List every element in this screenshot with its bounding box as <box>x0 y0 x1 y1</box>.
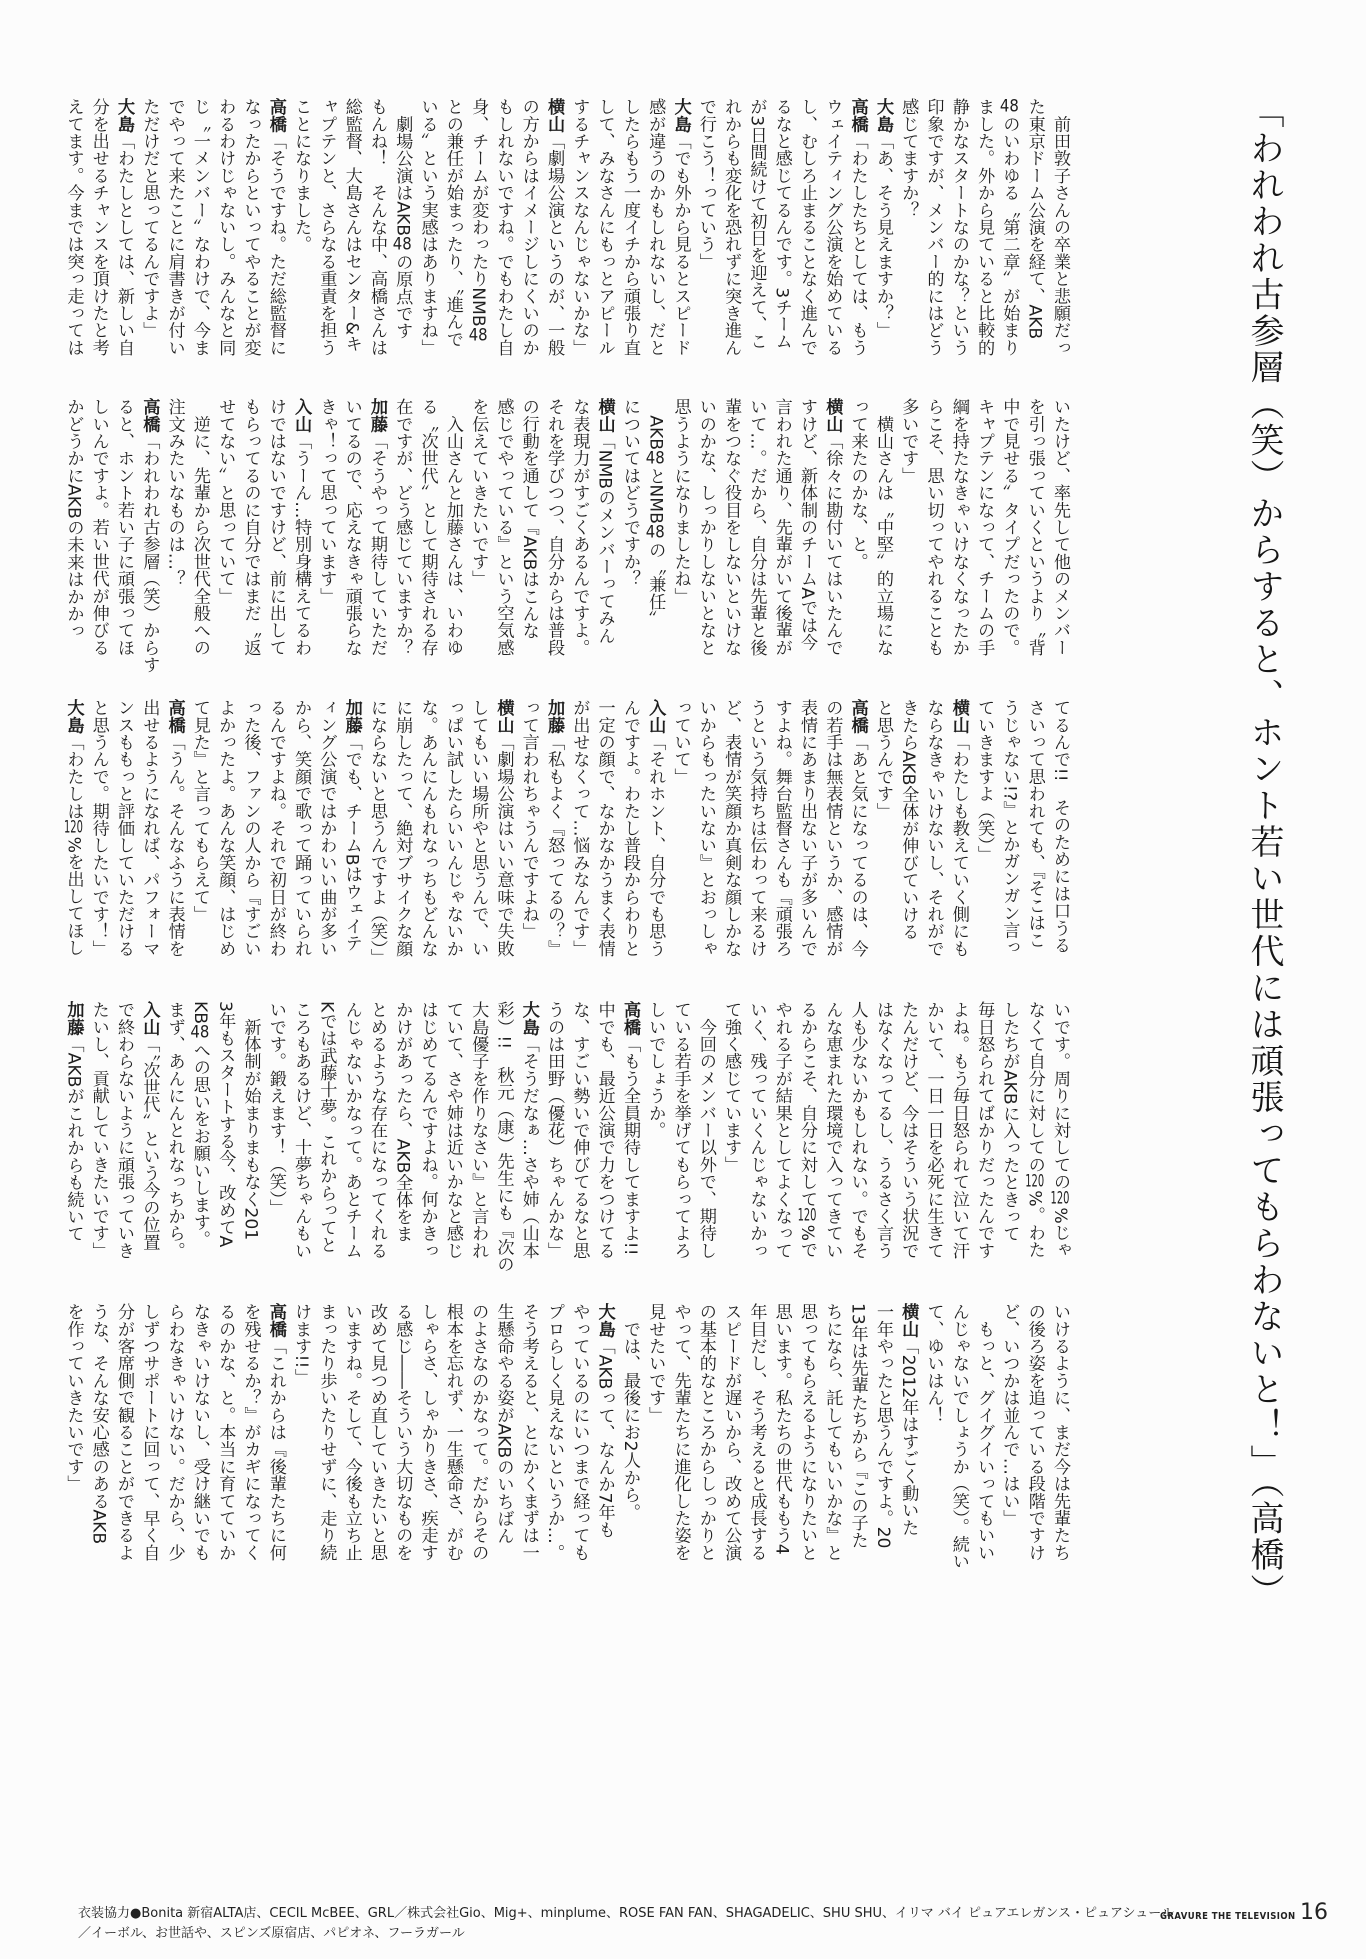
text-column: 横山「NMBのメンバーってみん <box>594 398 615 644</box>
speaker-name: 横山 <box>493 699 514 734</box>
text-column: 高橋「うん。そんなふうに表情を <box>164 699 185 958</box>
speaker-name: 加藤 <box>341 699 362 734</box>
text-column: の後ろ姿を追っている段階ですけ <box>1024 1303 1045 1561</box>
text-column: いからもったいない』とおっしゃ <box>695 699 716 957</box>
text-column: うのは田野（優花）ちゃんかな」 <box>544 1001 565 1259</box>
speaker-name: 横山 <box>948 699 969 734</box>
speaker-name: 高橋 <box>847 98 868 133</box>
text-column: るなと感じてるんです。3チーム <box>771 98 792 350</box>
text-column: 今回のメンバー以外で、期待し <box>695 1001 716 1259</box>
text-column: ただけだと思ってるんですよ」 <box>139 98 160 339</box>
text-column: 加藤「そうやって期待していただ <box>366 398 387 657</box>
text-column: いますね。そして、今後も立ち止 <box>341 1303 362 1561</box>
text-column: キャプテンになって、チームの手 <box>974 398 995 656</box>
speaker-name: 大島 <box>594 1303 615 1338</box>
text-column: でやって来たことに肩書きが付い <box>164 98 185 356</box>
text-column: 出せるようになれば、パフォーマ <box>139 699 160 957</box>
speaker-name: 高橋 <box>265 1303 286 1338</box>
text-column: はじめてるんですよね。何かきっ <box>417 1001 438 1259</box>
text-column: た東京ドーム公演を経て、AKB <box>1024 98 1045 340</box>
text-column: 加藤「AKBがこれからも続いて <box>63 1001 84 1243</box>
text-column: 生懸命やる姿がAKBのいちばん <box>493 1303 514 1545</box>
text-column: ウェイティング公演を始めている <box>822 98 843 356</box>
speaker-name: 大島 <box>518 1001 539 1036</box>
text-column: な、すごい勢いで伸びてるなと思 <box>569 1001 590 1259</box>
text-column: 高橋「もう全員期待してますよ!! <box>619 1001 640 1256</box>
text-column: 身、チームが変わったりNMB48 <box>468 98 489 344</box>
text-column: まったり歩いたりせずに、走り続 <box>316 1303 337 1561</box>
text-column: そう考えると、とにかくまずは一 <box>518 1303 539 1561</box>
article-tier-1 <box>58 98 1072 370</box>
text-column: 感が違うのかもしれないし、だと <box>645 98 666 356</box>
text-column: ている若手を挙げてもらってよろ <box>670 1001 691 1259</box>
text-column: の行動を通して『AKBはこんな <box>518 398 539 640</box>
text-column: 年目だし、そう考えると成長する <box>746 1303 767 1561</box>
text-column: し、むしろ止まることなく進んで <box>797 98 818 356</box>
text-column: KB48への思いをお願いします。 <box>189 1001 210 1248</box>
text-column: いる〟という実感はありますね」 <box>417 98 438 356</box>
text-column: ど、いつかは並んで…はい」 <box>999 1303 1020 1527</box>
text-column: 高橋「わたしたちとしては、もう <box>847 98 868 357</box>
text-column: 思ってもらえるようになりたいと <box>797 1303 818 1561</box>
text-column: 印象ですが、メンバー的にはどう <box>923 98 944 356</box>
text-column: 13年は先輩たちから『この子た <box>847 1303 868 1549</box>
text-column: る感じ――そういう大切なものを <box>392 1303 413 1561</box>
text-column: 注文みたいなものは…？ <box>164 398 185 588</box>
text-column: やって、先輩たちに進化した姿を <box>670 1303 691 1561</box>
text-column: んじゃないかなって。あとチーム <box>341 1001 362 1259</box>
text-column: 入山「うーん…特別身構えてるわ <box>291 398 312 656</box>
text-column: 感じてますか？ <box>898 98 919 219</box>
text-column: いです。鍛えます！（笑）」 <box>265 1001 286 1216</box>
text-column: 大島「わたしとしては、新しい自 <box>114 98 135 357</box>
text-column: いく、残っていくんじゃないかっ <box>746 1001 767 1259</box>
text-column: するチャンスなんじゃないかな」 <box>569 98 590 356</box>
text-column: らわなきゃいけない。だから、少 <box>164 1303 185 1561</box>
text-column: たんだけど、今はそういう状況で <box>898 1001 919 1259</box>
text-column: 高橋「これからは『後輩たちに何 <box>265 1303 286 1562</box>
speaker-name: 高橋 <box>164 699 185 734</box>
text-column: 入山「それホント、自分でも思う <box>645 699 666 958</box>
text-column: もっと、グイグイいってもいい <box>974 1303 995 1561</box>
text-column: て強く感じています」 <box>721 1001 742 1173</box>
speaker-name: 高橋 <box>139 398 160 433</box>
text-column: が出せなくって…悩みなんです」 <box>569 699 590 957</box>
text-column: しいでしょうか。 <box>645 1001 666 1139</box>
text-column: やれる子が結果としてよくなって <box>771 1001 792 1259</box>
text-column: 横山「わたしも教えていく側にも <box>948 699 969 958</box>
text-column: して、みなさんにもっとアピール <box>594 98 615 356</box>
text-column: もらってるのに自分ではまだ〝返 <box>240 398 261 656</box>
text-column: かどうかにAKBの未来はかかっ <box>63 398 84 640</box>
text-column: 中でも、最近公演で力をつけてる <box>594 1001 615 1259</box>
text-column: 前田敦子さんの卒業と悲願だっ <box>1050 98 1070 356</box>
text-column: 劇場公演はAKB48の原点です <box>392 98 413 340</box>
text-column: 新体制が始まりまもなく201 <box>240 1001 261 1241</box>
text-column: では、最後にお2人から。 <box>619 1303 640 1521</box>
speaker-name: 加藤 <box>366 398 387 433</box>
text-column: 一定の顔で、なかなかうまく表情 <box>594 699 615 957</box>
magazine-name: GRAVURE THE TELEVISION <box>1160 1911 1296 1922</box>
text-column: 表情にあまり出ない子が多いんで <box>797 699 818 957</box>
text-column: ィング公演ではかわいい曲が多い <box>316 699 337 957</box>
text-column: って来たのかな、と。 <box>847 398 868 570</box>
text-column: が3日間続けて初日を迎えて、こ <box>746 98 767 350</box>
text-column: にならないと思うんですよ（笑）」 <box>366 699 387 966</box>
text-column: から、笑顔で歌って踊っていられ <box>291 699 312 957</box>
text-column: 分が客席側で観ることができるよ <box>114 1303 135 1561</box>
text-column: とめるような存在になってくれる <box>366 1001 387 1259</box>
text-column: 高橋「そうですね。ただ総監督に <box>265 98 286 357</box>
text-column: 改めて見つめ直していきたいと思 <box>366 1303 387 1561</box>
text-column: を伝えていきたいです」 <box>468 398 489 588</box>
text-column: ていきますよ（笑）」 <box>974 699 995 863</box>
text-column: と思うんです」 <box>872 699 893 820</box>
text-column: わるわけじゃないし。みんなと同 <box>215 98 236 356</box>
speaker-name: 横山 <box>544 98 565 133</box>
speaker-name: 入山 <box>645 699 666 734</box>
text-column: 加藤「でも、チームBはウェイテ <box>341 699 362 952</box>
article-tier-2 <box>58 398 1072 674</box>
text-column: 高橋「あと気になってるのは、今 <box>847 699 868 958</box>
text-column: れからも変化を恐れずに突き進ん <box>721 98 742 356</box>
text-column: よかったよ。あんな笑顔、はじめ <box>215 699 236 957</box>
speaker-name: 高橋 <box>619 1001 640 1036</box>
text-column: な。あんにんもれなっちもどんな <box>417 699 438 957</box>
text-column: 横山「2012年はすごく動いた <box>898 1303 919 1536</box>
text-column: 高橋「われわれ古参層（笑）からす <box>139 398 160 674</box>
text-column: ていて、さや姉は近いかなと感じ <box>442 1001 463 1259</box>
text-column: かけがあったら、AKB全体をま <box>392 1001 413 1243</box>
text-column: しゃらさ、しゃかりきさ、疾走す <box>417 1303 438 1561</box>
pull-quote-headline: 「われわれ古参層（笑）からすると、ホント若い世代には頑張ってもらわないと！」（高橋） <box>1244 94 1284 1610</box>
text-column: 根本を忘れず、一生懸命さ、がむ <box>442 1303 463 1561</box>
speaker-name: 横山 <box>898 1303 919 1338</box>
text-column: スピードが遅いから、改めて公演 <box>721 1303 742 1561</box>
text-column: いて…。だから、自分は先輩と後 <box>746 398 767 656</box>
text-column: についてはどうですか？ <box>619 398 640 588</box>
text-column: 大島「あ、そう見えますか？」 <box>872 98 893 339</box>
text-column: 入山「〝次世代〟という今の位置 <box>139 1001 160 1251</box>
text-column: けます!!」 <box>291 1303 312 1386</box>
text-column: しいんですよ。若い世代が伸びる <box>88 398 109 656</box>
text-column: 言われた通り、先輩がいて後輩が <box>771 398 792 656</box>
text-column: きたらAKB全体が伸びていける <box>898 699 919 941</box>
text-column: の方からはイメージしにくいのか <box>518 98 539 356</box>
text-column: まず、あんにんとれなっちから。 <box>164 1001 185 1259</box>
speaker-name: 加藤 <box>63 1001 84 1036</box>
text-column: てるんで!! そのためには口うる <box>1050 699 1070 954</box>
text-column: と思うんで。期待したいです！」 <box>88 699 109 957</box>
speaker-name: 加藤 <box>544 699 565 734</box>
text-column: もしれないですね。でもわたし自 <box>493 98 514 356</box>
text-column: いたけど、率先して他のメンバー <box>1050 398 1070 656</box>
text-column: たいし、貢献していきたいです」 <box>88 1001 109 1259</box>
text-column: で終わらないように頑張っていき <box>114 1001 135 1259</box>
text-column: 輩をつなぐ役目をしないといけな <box>721 398 742 656</box>
text-column: すけど、新体制のチームAでは今 <box>797 398 818 651</box>
text-column: やっているのにいつまで経っても <box>569 1303 590 1561</box>
text-column: 加藤「私もよく『怒ってるの？』 <box>544 699 565 958</box>
text-column: 大島「そうだなぁ…さや姉（山本 <box>518 1001 539 1259</box>
text-column: けではないですけど、前に出して <box>265 398 286 656</box>
text-column: 思うようになりましたね」 <box>670 398 691 605</box>
speaker-name: 横山 <box>594 398 615 433</box>
text-column: 逆に、先輩から次世代全般への <box>189 398 210 656</box>
text-column: らこそ、思い切ってやれることも <box>923 398 944 656</box>
text-column: を残せるか？』がカギになってく <box>240 1303 261 1561</box>
costume-credit-line-2: ／イーボル、お世話や、スピンズ原宿店、パピオネ、フーラガール <box>78 1926 465 1941</box>
text-column: 横山「劇場公演というのが、一般 <box>544 98 565 357</box>
article-tier-3 <box>58 699 1072 971</box>
speaker-name: 入山 <box>139 1001 160 1036</box>
text-column: ると、ホント若い子に頑張ってほ <box>114 398 135 656</box>
speaker-name: 大島 <box>872 98 893 133</box>
text-column: との兼任が始まったり、〝進んで <box>442 98 463 348</box>
text-column: せてない〟と思っていて」 <box>215 398 236 605</box>
text-column: るんですよね。それで初日が終わ <box>265 699 286 957</box>
text-column: ならなきゃいけないし、それがで <box>923 699 944 957</box>
text-column: 一年やったと思うんですよ。20 <box>872 1303 893 1549</box>
text-column: て見た』と言ってもらえて」 <box>189 699 210 923</box>
text-column: いのかな、しっかりしないとなと <box>695 398 716 656</box>
speaker-name: 大島 <box>114 98 135 133</box>
text-column: はなくなってるし、うるさく言う <box>872 1001 893 1259</box>
text-column: を引っ張っていくというより〝背 <box>1024 398 1045 656</box>
text-column: 多いです」 <box>898 398 919 484</box>
text-column: よね。もう毎日怒られて泣いて汗 <box>948 1001 969 1259</box>
text-column: 3年もスタートする今、改めてA <box>215 1001 236 1248</box>
text-column: な表現力がすごくあるんですよ。 <box>569 398 590 656</box>
text-column: を作っていきたいです」 <box>63 1303 84 1493</box>
speaker-name: 高橋 <box>265 98 286 133</box>
text-column: プロらしく見えないというか…。 <box>544 1303 565 1561</box>
text-column: なきゃいけないし、受け継いでも <box>189 1303 210 1561</box>
text-column: 横山「劇場公演はいい意味で失敗 <box>493 699 514 958</box>
text-column: 毎日怒られてばかりだったんです <box>974 1001 995 1259</box>
text-column: んじゃないでしょうか（笑）。続い <box>948 1303 969 1570</box>
text-column: したちがAKBに入ったときって <box>999 1001 1020 1243</box>
text-column: る〝次世代〟として期待される存 <box>417 398 438 656</box>
article-tier-4 <box>58 1001 1072 1273</box>
article-tier-5 <box>58 1303 1072 1575</box>
speaker-name: 大島 <box>63 699 84 734</box>
text-column: 横山「徐々に勘付いてはいたんで <box>822 398 843 657</box>
text-column: んですよ。わたし普段からわりと <box>619 699 640 957</box>
text-column: えてます。今までは突っ走っては <box>63 98 84 356</box>
text-column: すよね。舞台監督さんも『頑張ろ <box>771 699 792 957</box>
text-column: 48のいわゆる〝第二章〟が始まり <box>999 98 1020 357</box>
text-column: うな、そんな安心感のあるAKB <box>88 1303 109 1545</box>
text-column: それを学びつつ、自分からは普段 <box>544 398 565 656</box>
text-column: るからこそ、自分に対して120%で <box>797 1001 818 1259</box>
text-column: の若手は無表情というか、感情が <box>822 699 843 957</box>
text-column: った後、ファンの人から『すごい <box>240 699 261 957</box>
text-column: 分を出せるチャンスを頂けたと考 <box>88 98 109 356</box>
text-column: ンスももっと評価していただける <box>114 699 135 957</box>
text-column: 見せたいです」 <box>645 1303 666 1424</box>
text-column: 綱を持たなきゃいけなくなったか <box>948 398 969 656</box>
speaker-name: 入山 <box>291 398 312 433</box>
text-column: AKB48とNMB48の〝兼任〟 <box>645 398 666 628</box>
text-column: Kでは武藤十夢。これからってと <box>316 1001 337 1254</box>
text-column: っていて」 <box>670 699 691 785</box>
text-column: 彩）!! 秋元（康）先生にも『次の <box>493 1001 514 1273</box>
text-column: 大島「わたしは120%を出してほし <box>63 699 84 957</box>
text-column: ャプテンと、さらなる重責を担う <box>316 98 337 356</box>
text-column: 人も少ないかもしれない。でもそ <box>847 1001 868 1259</box>
text-column: 静かなスタートなのかな？という <box>948 98 969 356</box>
text-column: 在ですが、どう感じていますか？ <box>392 398 413 656</box>
text-column: のよさなのかなって。だからその <box>468 1303 489 1561</box>
text-column: したらもう一度イチから頑張り直 <box>619 98 640 356</box>
text-column: なくて自分に対しての120%。わた <box>1024 1001 1045 1259</box>
text-column: に崩したって、絶対ブサイクな顔 <box>392 699 413 957</box>
speaker-name: 高橋 <box>847 699 868 734</box>
text-column: 横山さんは〝中堅〟的立場にな <box>872 398 893 656</box>
text-column: なったからといってやることが変 <box>240 98 261 356</box>
text-column: 中で見せる〟タイプだったので。 <box>999 398 1020 656</box>
text-column: うじゃない!?』とかガンガン言っ <box>999 699 1020 956</box>
text-column: るのかな、と。本当に育てていか <box>215 1303 236 1561</box>
text-column: 大島「でも外から見るとスピード <box>670 98 691 357</box>
text-column: 大島優子を作りなさい』と言われ <box>468 1001 489 1259</box>
text-column: っぱい試したらいいんじゃないか <box>442 699 463 957</box>
text-column: かいて、一日一日を必死に生きて <box>923 1001 944 1259</box>
text-column: いてるので、応えなきゃ頑張らな <box>341 398 362 656</box>
text-column: んな恵まれた環境で入ってきてい <box>822 1001 843 1259</box>
text-column: じ〝一メンバー〟なわけで、今ま <box>189 98 210 356</box>
text-column: って言われちゃうんですよね」 <box>518 699 539 940</box>
text-column: うという気持ちは伝わって来るけ <box>746 699 767 957</box>
text-column: しずつサポートに回って、早く自 <box>139 1303 160 1561</box>
text-column: 思います。私たちの世代ももう4 <box>771 1303 792 1555</box>
text-column: してもいい場所やと思うんで、い <box>468 699 489 957</box>
text-column: ど、表情が笑顔か真剣な顔しかな <box>721 699 742 957</box>
text-column: 大島「AKBって、なんか7年も <box>594 1303 615 1538</box>
text-column: ころもあるけど、十夢ちゃんもい <box>291 1001 312 1259</box>
text-column: 感じでやっている』という空気感 <box>493 398 514 656</box>
text-column: ことになりました。 <box>291 98 312 253</box>
text-column: きゃ！って思っています」 <box>316 398 337 605</box>
text-column: 総監督、大島さんはセンター&キ <box>341 98 362 353</box>
text-column: の基本的なところからしっかりと <box>695 1303 716 1561</box>
speaker-name: 横山 <box>822 398 843 433</box>
text-column: で行こう！っていう」 <box>695 98 716 270</box>
text-column: ちになら、託してもいいかな』と <box>822 1303 843 1561</box>
costume-credit-line-1: 衣装協力●Bonita 新宿ALTA店、CECIL McBEE、GRL／株式会社Gio、Mig+、minplume、ROSE FAN FAN、SHAGADELIC、SHU SHU、イリマ バイ ピュアエレガンス・ピュアシュール <box>78 1906 1174 1921</box>
speaker-name: 大島 <box>670 98 691 133</box>
text-column: いです。周りに対しての120%じゃ <box>1050 1001 1070 1259</box>
text-column: て、ゆいはん！ <box>923 1303 944 1424</box>
page-number: 16 <box>1300 1900 1328 1925</box>
text-column: 入山さんと加藤さんは、いわゆ <box>442 398 463 656</box>
text-column: もんね！ そんな中、高橋さんは <box>366 98 387 356</box>
text-column: いけるように、まだ今は先輩たち <box>1050 1303 1070 1561</box>
text-column: さいって思われても、『そこはこ <box>1024 699 1045 949</box>
text-column: ました。外から見ていると比較的 <box>974 98 995 356</box>
